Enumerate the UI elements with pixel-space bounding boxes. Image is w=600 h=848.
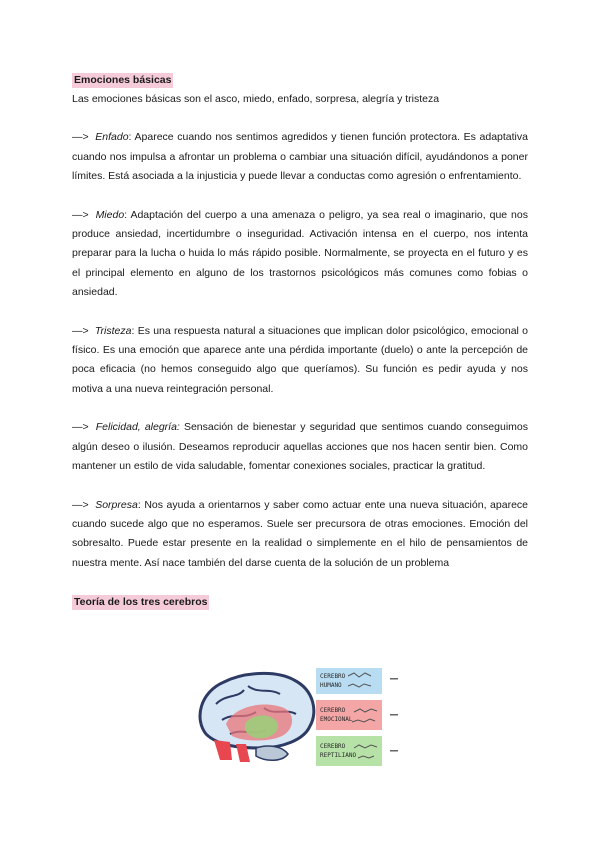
arrow-marker: —> [72, 421, 89, 434]
emotion-term: Tristeza [94, 324, 132, 337]
emotion-miedo: —> Miedo: Adaptación del cuerpo a una amenaza o peligro, ya sea real o imaginario, que nos produce ansiedad, incertidumbre o inseguridad. Activación intensa en el cuerpo, nos intenta preparar para la lucha o huida lo más rápido posible. Normalmente, se proyecta en el futuro y es el principal elemento en alguno de los trastornos psicológicos más comunes como fobias o ansiedad. [72, 208, 528, 299]
emotion-tristeza: —> Tristeza: Es una respuesta natural a situaciones que implican dolor psicológico, emocional o físico. Es una emoción que aparece ante una pérdida importante (duelo) o ante la percepción de poca eficacia (no hemos conseguido algo que queríamos). Su función es pedir ayuda y nos motiva a una nueva reintegración personal. [72, 324, 528, 395]
emotion-description: Sensación de bienestar y seguridad que sentimos cuando conseguimos algún deseo o ilusión. Deseamos reproducir aquellas acciones que nos hacen sentir bien. Como mantener un estilo de vida saludable, fomentar conexiones sociales, practicar la gratitud. [72, 421, 528, 473]
panel-green [316, 736, 382, 766]
emotion-felicidad [72, 418, 528, 476]
label-cerebro-emocional-1: CEREBRO [320, 707, 346, 714]
arrow-marker: —> [72, 131, 89, 144]
label-cerebro-emocional-2: EMOCIONAL [320, 716, 353, 723]
emotion-term: Miedo [95, 208, 125, 221]
emotion-term: Felicidad, alegría: [95, 421, 180, 434]
document-content [72, 70, 528, 610]
panel-red [316, 700, 382, 730]
emotion-term: Enfado [95, 131, 129, 144]
emotion-enfado: —> Enfado: Aparece cuando nos sentimos agredidos y tienen función protectora. Es adaptativa cuando nos impulsa a afrontar un problema o cambiar una situación difícil, ayudándonos a poner límites. Está asociada a la injusticia y puede llevar a conductas como agresión o enfrentamiento. [72, 131, 528, 183]
arrow-marker: —> [72, 208, 89, 221]
label-cerebro-humano-1: CEREBRO [320, 673, 346, 680]
three-brains-figure [186, 664, 414, 768]
label-cerebro-reptiliano-1: CEREBRO [320, 743, 346, 750]
emotion-description: Nos ayuda a orientarnos y saber como actuar ente una nueva situación, aparece cuando sucede algo que no esperamos. Suele ser precursora de otras emociones. Emoción del sobresalto. Puede estar presente en la realidad o simplemente en el hilo de pensamientos de nuestra mente. Así nace también del darse cuenta de la solución de un problema [72, 498, 528, 569]
section-heading-emociones [72, 70, 528, 88]
arrow-marker: —> [72, 324, 89, 337]
emotion-description: Aparece cuando nos sentimos agredidos y tienen función protectora. Es adaptativa cuando nos impulsa a afrontar un problema o cambiar una situación difícil, ayudándonos a poner límites. Está asociada a la injusticia y puede llevar a conductas como agresión o enfrentamiento. [72, 131, 528, 183]
section-heading-tres-cerebros [72, 592, 528, 610]
label-cerebro-humano-2: HUMANO [320, 682, 342, 689]
panel-blue [316, 668, 382, 694]
emotion-description: Es una respuesta natural a situaciones que implican dolor psicológico, emocional o físico. Es una emoción que aparece ante una pérdida importante (duelo) o ante la percepción de poca eficacia (no hemos conseguido algo que queríamos). Su función es pedir ayuda y nos motiva a una nueva reintegración personal. [72, 324, 528, 395]
heading-teoria-tres-cerebros: Teoría de los tres cerebros [74, 596, 208, 609]
arrow-marker: —> [72, 498, 89, 511]
emotion-description: Adaptación del cuerpo a una amenaza o peligro, ya sea real o imaginario, que nos produce ansiedad, incertidumbre o inseguridad. Activación intensa en el cuerpo, nos intenta preparar para la lucha o huida lo más rápido posible. Normalmente, se proyecta en el futuro y es el principal elemento en alguno de los trastornos psicológicos más comunes como fobias o ansiedad. [72, 208, 528, 299]
emotion-term: Sorpresa [95, 498, 138, 511]
intro-paragraph: Las emociones básicas son el asco, miedo, enfado, sorpresa, alegría y tristeza [72, 93, 440, 105]
heading-emociones-basicas: Emociones básicas [74, 74, 172, 86]
emotion-sorpresa: —> Sorpresa: Nos ayuda a orientarnos y saber como actuar ente una nueva situación, aparece cuando sucede algo que no esperamos. Suele ser precursora de otras emociones. Emoción del sobresalto. Puede estar presente en la realidad o simplemente en el hilo de pensamientos de nuestra mente. Así nace también del darse cuenta de la solución de un problema [72, 498, 528, 569]
label-cerebro-reptiliano-2: REPTILIANO [320, 752, 357, 759]
brain-diagram [186, 664, 414, 768]
